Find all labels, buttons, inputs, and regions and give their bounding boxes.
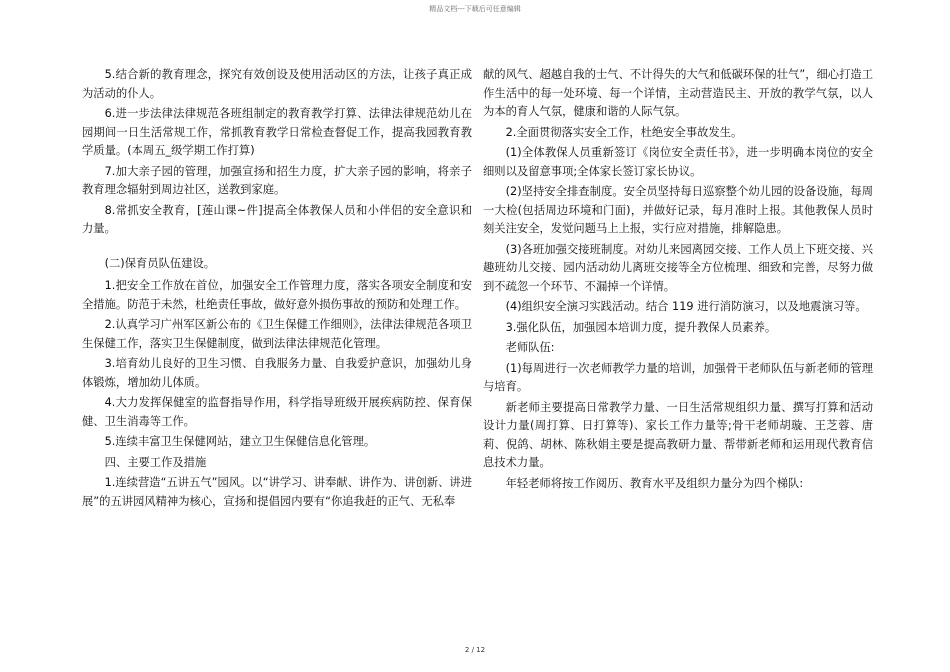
paragraph: 4.大力发挥保健室的监督指导作用，科学指导班级开展疾病防控、保育保健、卫生消毒等工作。 [82,396,472,428]
paragraph: 7.加大亲子园的管理，加强宣扬和招生力度，扩大亲子园的影响，将亲子教育理念辐射到周边社区，送教到家庭。 [82,164,472,196]
paragraph: 3.强化队伍，加强园本培训力度，提升教保人员素养。 [505,320,777,334]
page-header: 精品文档---下载后可任意编辑 [429,5,521,13]
paragraph: 5.连续丰富卫生保健网站，建立卫生保健信息化管理。 [104,435,376,448]
paragraph: (2)坚持安全排查制度。安全员坚持每日巡察整个幼儿园的设备设施，每周一大检(包括周边环境和门面)，并做好记录，每月准时上报。其他教保人员时刻关注安全，发觉问题马上上报，实行应对措施，排解隐患。 [483,185,873,235]
page-number: 2 / 12 [464,646,486,654]
paragraph: 1.把安全工作放在首位，加强安全工作管理力度，落实各项安全制度和安全措施。防范于未然，杜绝责任事故，做好意外损伤事故的预防和处理工作。 [82,279,472,311]
paragraph: (1)全体教保人员重新签订《岗位安全责任书》，进一步明确本岗位的安全细则以及留意事项;全体家长签订家长协议。 [483,146,873,178]
section-heading: 四、主要工作及措施 [104,455,207,469]
section-heading: 老师队伍: [505,341,555,354]
paragraph: 年轻老师将按工作阅历、教育水平及组织力量分为四个梯队: [505,476,804,490]
paragraph: 新老师主要提高日常教学力量、一日生活常规组织力量、撰写打算和活动设计力量(周打算、日打算等)、家长工作力量等;骨干老师胡璇、王芝蓉、唐莉、倪鸽、胡林、陈秋娟主要是提高教研力量、帮带新老师和运用现代教育信息技术力量。 [483,400,873,469]
left-column [82,66,472,511]
paragraph: 1.连续营造“五讲五气”园风。以“讲学习、讲奉献、讲作为、讲创新、讲进展”的五讲园风精神为核心，宣扬和提倡园内要有“你追我赶的正气、无私奉 [82,476,472,508]
paragraph: 2.认真学习广州军区新公布的《卫生保健工作细则》，法律法律规范各项卫生保健工作，落实卫生保健制度，做到法律法律规范化管理。 [82,318,472,350]
paragraph: 6.进一步法律法律规范各班组制定的教育教学打算、法律法律规范幼儿在园期间一日生活常规工作，常抓教育教学日常检查督促工作，提高我园教育教学质量。(本周五_级学期工作打算) [82,107,472,157]
paragraph: (4)组织安全演习实践活动。结合 119 进行消防演习，以及地震演习等。 [505,300,867,313]
paragraph: 2.全面贯彻落实安全工作，杜绝安全事故发生。 [505,125,743,139]
paragraph: (1)每周进行一次老师教学力量的培训，加强骨干老师队伍与新老师的管理与培育。 [483,361,873,393]
paragraph: 5.结合新的教育理念，探究有效创设及使用活动区的方法，让孩子真正成为活动的仆人。 [82,68,472,100]
paragraph: 献的风气、超越自我的士气、不计得失的大气和低碳环保的壮气”，细心打造工作生活中的每一处环境、每一个详情，主动营造民主、开放的教学气氛，以人为本的育人气氛，健康和谐的人际气氛。 [483,68,873,118]
paragraph: (3)各班加强交接班制度。对幼儿来园离园交接、工作人员上下班交接、兴趣班幼儿交接、园内活动幼儿离班交接等全方位梳理、细致和完善，尽努力做到不疏忽一个环节、不漏掉一个详情。 [483,242,873,293]
paragraph: 3.培育幼儿良好的卫生习惯、自我服务力量、自我爱护意识，加强幼儿身体锻炼，增加幼儿体质。 [82,357,472,389]
paragraph: 8.常抓安全教育，[莲山课~件]提高全体教保人员和小伴侣的安全意识和力量。 [82,203,472,235]
section-heading: (二)保育员队伍建设。 [104,256,216,270]
right-column [483,66,873,493]
